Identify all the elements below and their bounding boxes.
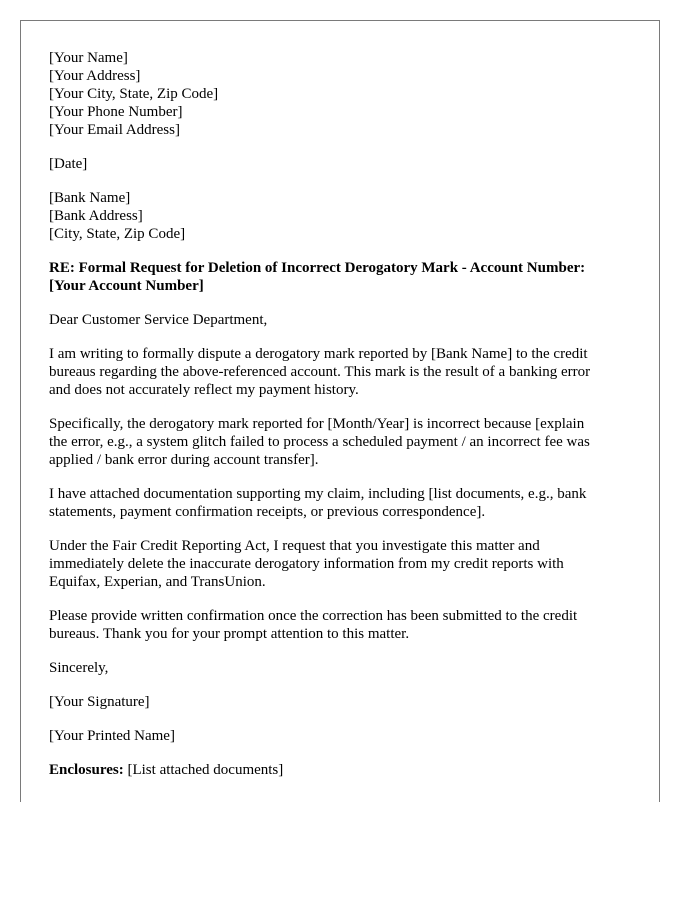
- subject-line-2: [Your Account Number]: [49, 278, 204, 294]
- recipient-bank-name: [Bank Name]: [49, 190, 131, 206]
- paragraph-line: Equifax, Experian, and TransUnion.: [49, 574, 266, 590]
- recipient-bank-address: [Bank Address]: [49, 208, 143, 224]
- paragraph-line: statements, payment confirmation receipts, or previous correspondence].: [49, 504, 486, 520]
- recipient-block: [49, 189, 639, 243]
- printed-name-block: [49, 727, 639, 745]
- sender-block: [49, 49, 639, 139]
- paragraph-5: [49, 607, 639, 643]
- signature-block: [49, 693, 639, 711]
- closing-block: [49, 659, 639, 677]
- paragraph-line: the error, e.g., a system glitch failed to process a scheduled payment / an incorrect fee was: [49, 434, 590, 450]
- paragraph-line: bureaus. Thank you for your prompt attention to this matter.: [49, 626, 410, 642]
- salutation: Dear Customer Service Department,: [49, 312, 268, 328]
- enclosures-line: [49, 761, 639, 779]
- letter-page: [20, 20, 660, 802]
- sender-phone: [Your Phone Number]: [49, 104, 183, 120]
- paragraph-line: Specifically, the derogatory mark reported for [Month/Year] is incorrect because [explain: [49, 416, 585, 432]
- closing: Sincerely,: [49, 660, 109, 676]
- letter-date: [Date]: [49, 156, 88, 172]
- paragraph-line: bureaus regarding the above-referenced account. This mark is the result of a banking error: [49, 364, 591, 380]
- salutation-block: [49, 311, 639, 329]
- printed-name: [Your Printed Name]: [49, 728, 175, 744]
- paragraph-line: Please provide written confirmation once the correction has been submitted to the credit: [49, 608, 578, 624]
- letter-body: [49, 49, 639, 795]
- subject-line-1: RE: Formal Request for Deletion of Incorrect Derogatory Mark - Account Number:: [49, 260, 586, 276]
- paragraph-4: [49, 537, 639, 591]
- paragraph-line: immediately delete the inaccurate derogatory information from my credit reports with: [49, 556, 564, 572]
- paragraph-1: [49, 345, 639, 399]
- paragraph-line: I am writing to formally dispute a derogatory mark reported by [Bank Name] to the credit: [49, 346, 588, 362]
- paragraph-line: Under the Fair Credit Reporting Act, I request that you investigate this matter and: [49, 538, 540, 554]
- paragraph-line: I have attached documentation supporting my claim, including [list documents, e.g., bank: [49, 486, 587, 502]
- date-block: [49, 155, 639, 173]
- enclosures-value: [List attached documents]: [123, 762, 284, 778]
- enclosures-block: [49, 761, 639, 779]
- paragraph-line: and does not accurately reflect my payment history.: [49, 382, 359, 398]
- recipient-city-state-zip: [City, State, Zip Code]: [49, 226, 186, 242]
- paragraph-2: [49, 415, 639, 469]
- paragraph-line: applied / bank error during account transfer].: [49, 452, 319, 468]
- sender-email: [Your Email Address]: [49, 122, 180, 138]
- signature-placeholder: [Your Signature]: [49, 694, 150, 710]
- enclosures-label: Enclosures:: [49, 762, 124, 778]
- paragraph-3: [49, 485, 639, 521]
- sender-address: [Your Address]: [49, 68, 141, 84]
- sender-name: [Your Name]: [49, 50, 128, 66]
- subject-line: [49, 259, 639, 295]
- sender-city-state-zip: [Your City, State, Zip Code]: [49, 86, 219, 102]
